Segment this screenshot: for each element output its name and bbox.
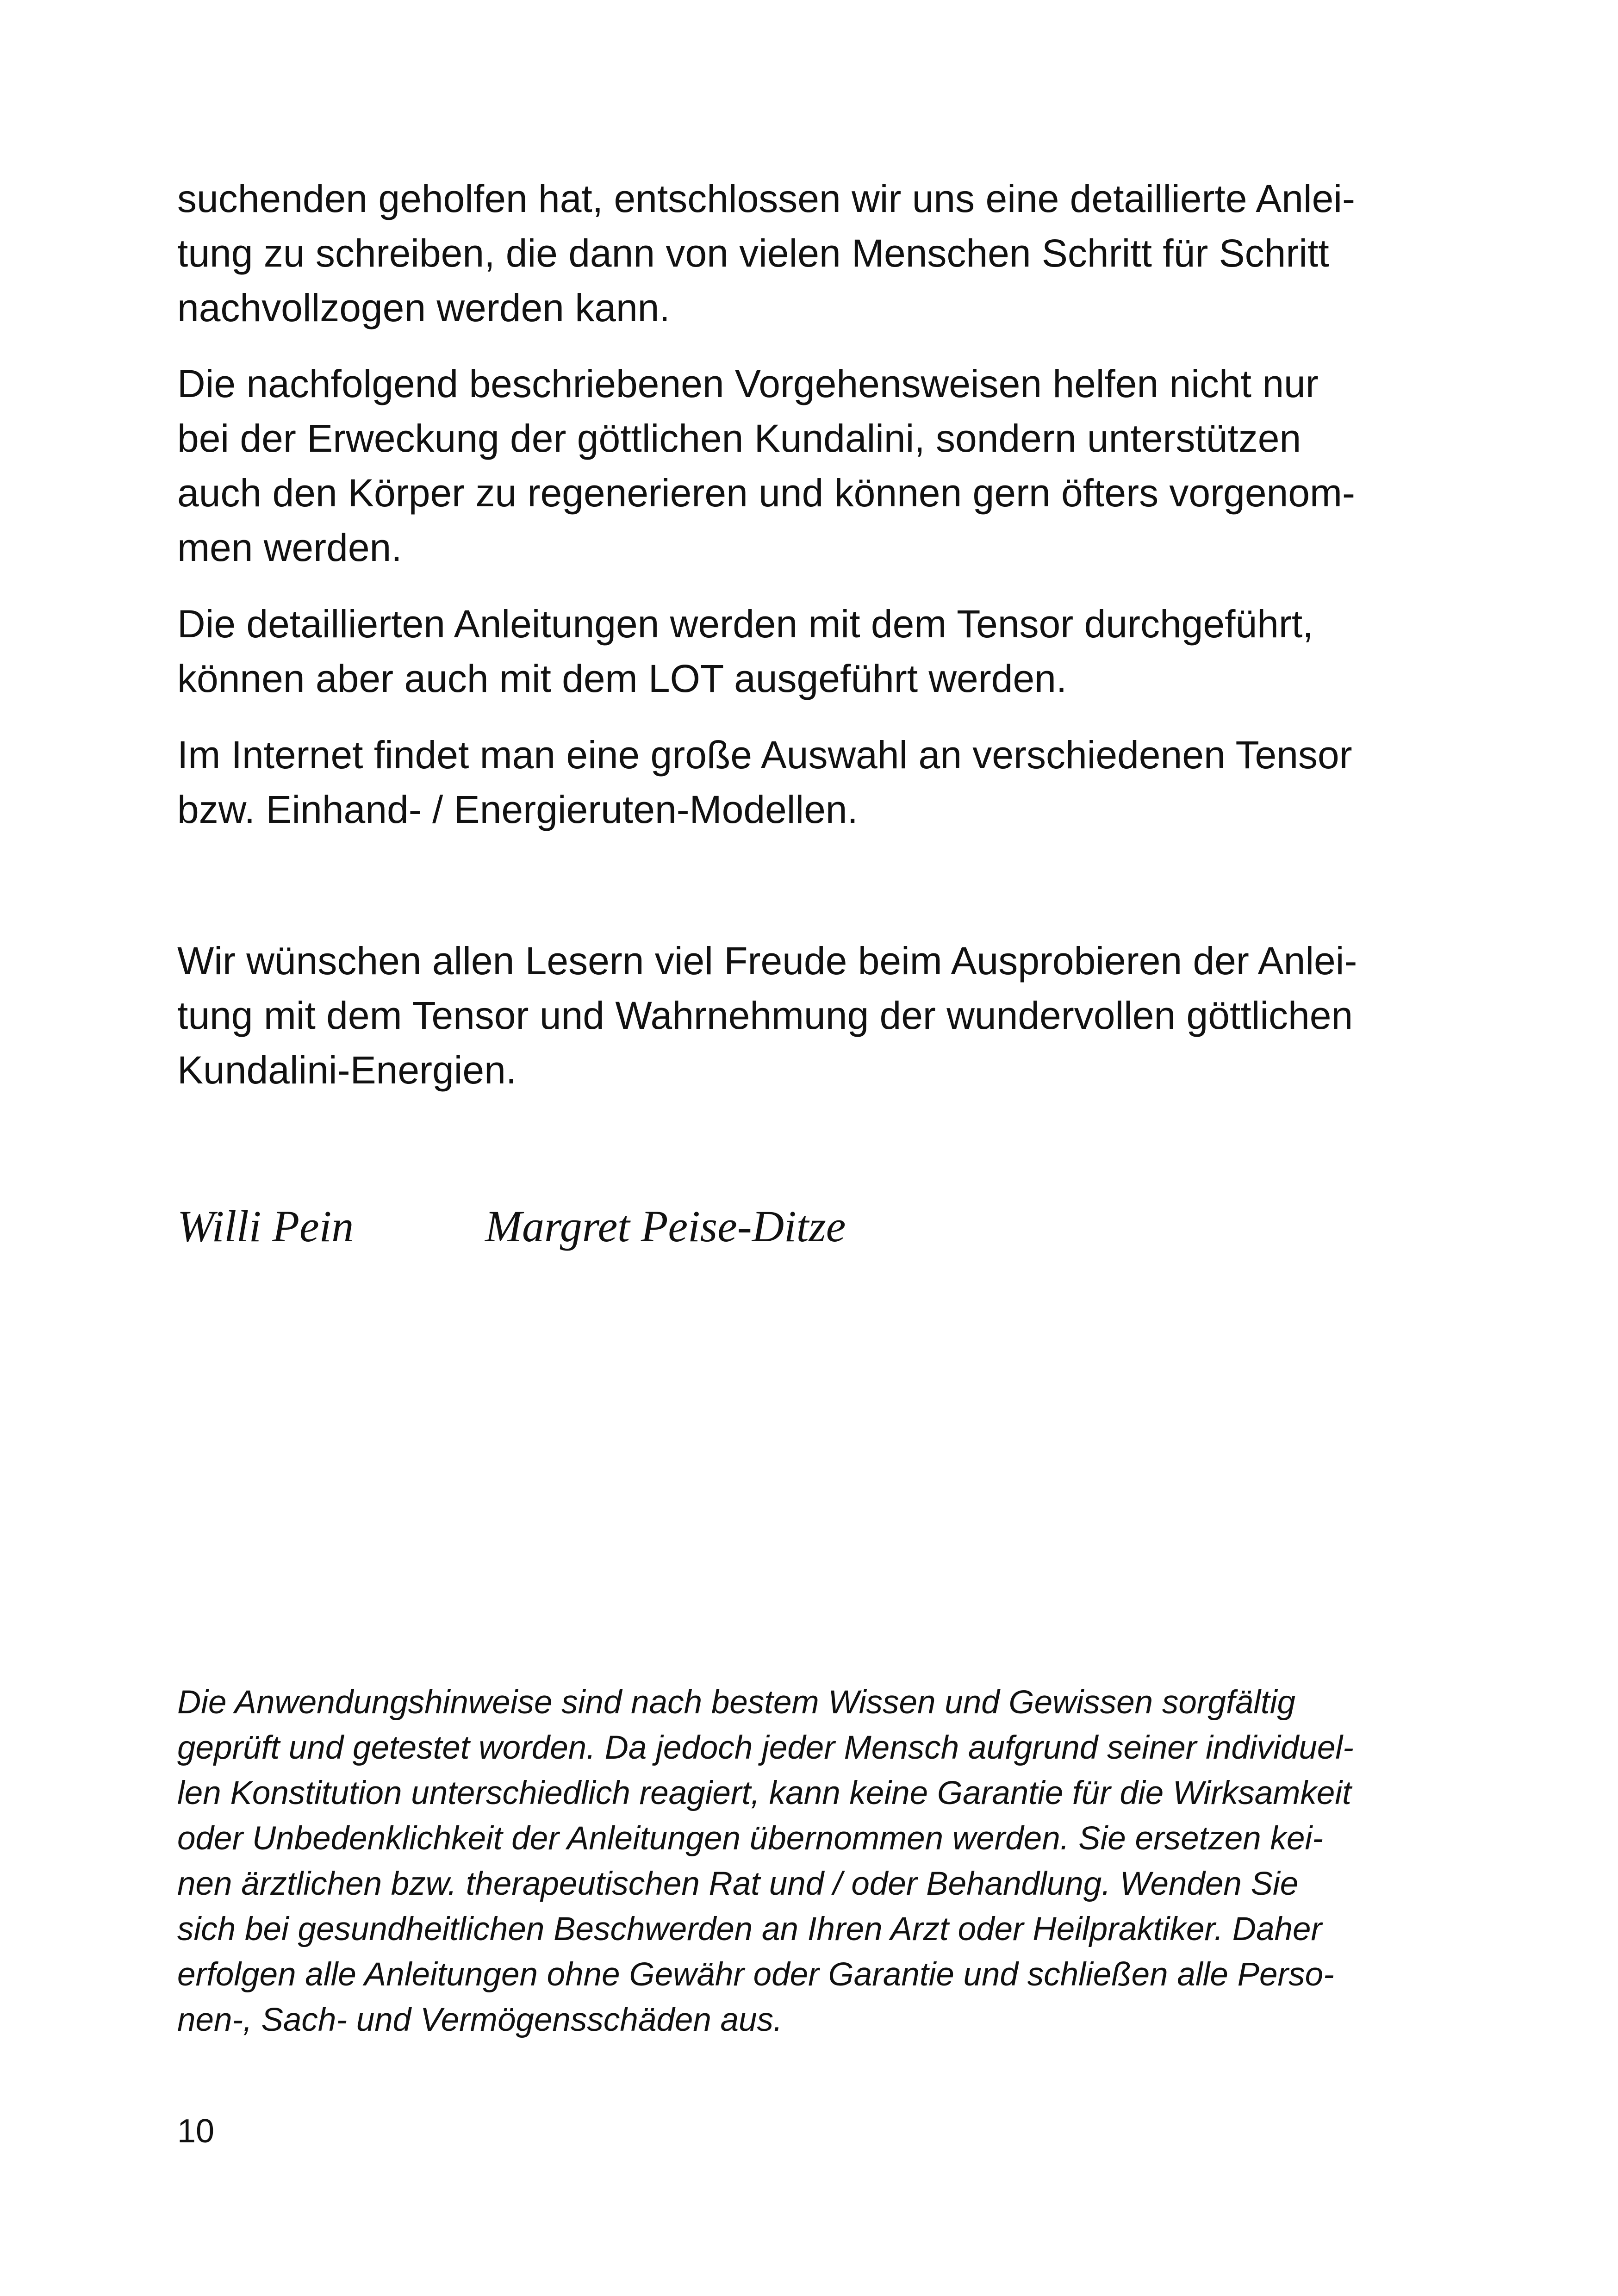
paragraph-tensor: Die detaillierten Anleitungen werden mit dem Tensor durchgeführt, können aber auch mit dem LOT ausgeführt werden.: [177, 602, 1313, 700]
page-number: 10: [177, 2113, 215, 2150]
paragraph-wishes: Wir wünschen allen Lesern viel Freude beim Ausprobieren der Anlei- tung mit dem Tensor und Wahrnehmung der wundervollen göttlichen Kundalini-Energien.: [177, 939, 1357, 1092]
disclaimer-text: Die Anwendungshinweise sind nach bestem Wissen und Gewissen sorgfältig geprüft und getestet worden. Da jedoch jeder Mensch aufgrund seiner individuel- len Konstitution unterschiedlich reagiert, kann keine Garantie für die Wirksamkeit oder Unbedenklichkeit der Anleitungen übernommen werden. Sie ersetzen kei- nen ärztlichen bzw. therapeutischen Rat und / oder Behandlung. Wenden Sie sich bei gesundheitlichen Beschwerden an Ihren Arzt oder Heilpraktiker. Daher erfolgen alle Anleitungen ohne Gewähr oder Garantie und schließen alle Perso- nen-, Sach- und Vermögensschäden aus.: [177, 1684, 1354, 2038]
paragraph-intro: suchenden geholfen hat, entschlossen wir uns eine detaillierte Anlei- tung zu schreiben, die dann von vielen Menschen Schritt für Schritt nachvollzogen werden kann.: [177, 177, 1355, 330]
paragraph-procedures: Die nachfolgend beschriebenen Vorgehensweisen helfen nicht nur bei der Erweckung der göttlichen Kundalini, sondern unterstützen auch den Körper zu regenerieren und können gern öfters vorgenom- men werden.: [177, 362, 1355, 569]
author-name-margret-peise-ditze: Margret Peise-Ditze: [485, 1201, 846, 1251]
author-name-willi-pein: Willi Pein: [177, 1201, 354, 1251]
author-signatures: [177, 1199, 1445, 1254]
paragraph-internet: Im Internet findet man eine große Auswahl an verschiedenen Tensor bzw. Einhand- / Energieruten-Modellen.: [177, 733, 1352, 831]
